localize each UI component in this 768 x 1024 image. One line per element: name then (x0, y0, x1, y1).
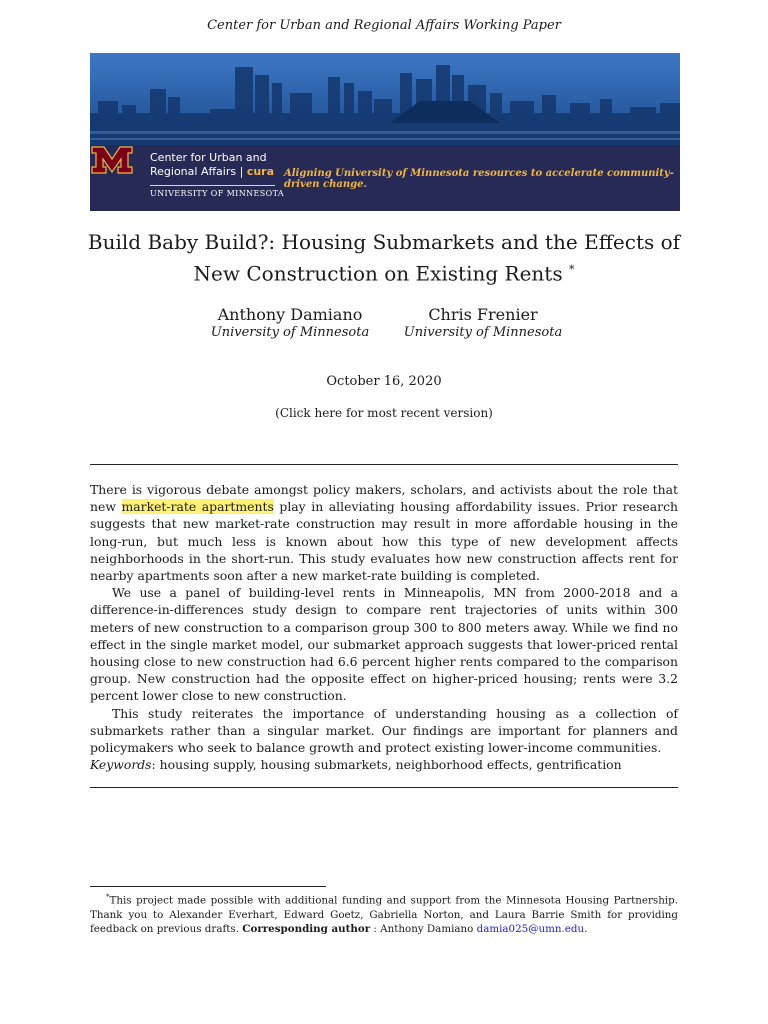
author-name: Anthony Damiano (217, 305, 363, 324)
abstract-top-rule (90, 464, 678, 465)
org-line-2: Regional Affairs | (150, 165, 244, 178)
abstract-paragraph-3: This study reiterates the importance of understanding housing as a collection of submarkets rather than a singular market. Our findings are important for planners and policymakers who seek to balance growth and protect existing lower-income communities. (90, 705, 678, 756)
keywords (90, 756, 678, 773)
city-skyline-image (90, 53, 680, 145)
corresponding-author-label: Corresponding author (242, 923, 371, 936)
cura-tagline: Aligning University of Minnesota resources to accelerate community-driven change. (284, 168, 674, 190)
author-block-2 (400, 305, 566, 340)
footnote (90, 890, 678, 937)
abstract-text: There is vigorous debate amongst policy makers, scholars, and activists about the role that new (90, 482, 678, 515)
working-paper-header: Center for Urban and Regional Affairs Working Paper (207, 18, 561, 33)
cura-banner (90, 53, 680, 211)
keywords-label: Keywords (90, 757, 152, 772)
keywords-separator: : (151, 757, 160, 772)
cura-wordmark: cura (246, 165, 275, 178)
abstract-bottom-rule (90, 787, 678, 788)
footnote-rule (90, 886, 326, 887)
footnote-end: . (584, 923, 588, 936)
abstract-paragraph-1 (90, 481, 678, 584)
university-name: UNIVERSITY OF MINNESOTA (150, 189, 285, 198)
footnote-text: This project made possible with additional funding and support from the Minnesota Housing Partnership. Thank you to Alexander Everhart, Edward Goetz, Gabriella Norton, and Laura Barrie Smith for providing feedback on previous drafts. (90, 894, 678, 936)
cura-org-name (150, 151, 274, 179)
logo-divider (150, 185, 275, 186)
title-line-2: New Construction on Existing Rents (193, 261, 563, 286)
abstract-text: play in alleviating housing affordability issues. Prior research suggests that new market-rate construction may result in more affordable housing in the long-run, but much less is known about how this type of new development affects neighborhoods in the short-run. This study evaluates how new construction affects rent for nearby apartments soon after a new market-rate building is completed. (90, 499, 678, 584)
author-name: Chris Frenier (428, 305, 538, 324)
title-footnote-marker[interactable]: * (568, 263, 575, 276)
author-block-1 (200, 305, 380, 340)
university-m-logo (90, 145, 134, 175)
abstract (90, 481, 678, 756)
highlighted-phrase: market-rate apartments (121, 499, 274, 515)
author-email-link[interactable]: damia025@umn.edu (476, 923, 585, 936)
paper-title (60, 228, 708, 288)
title-line-1: Build Baby Build?: Housing Submarkets and the Effects of (87, 230, 681, 254)
author-affiliation: University of Minnesota (403, 325, 563, 340)
corresponding-author-name: : Anthony Damiano (370, 923, 477, 936)
recent-version-link[interactable]: (Click here for most recent version) (275, 406, 493, 420)
footnote-marker: * (106, 893, 110, 901)
keywords-text: housing supply, housing submarkets, neighborhood effects, gentrification (159, 757, 622, 772)
banner-band (90, 145, 680, 211)
paper-date: October 16, 2020 (326, 374, 442, 389)
author-affiliation: University of Minnesota (210, 325, 370, 340)
abstract-paragraph-2: We use a panel of building-level rents in Minneapolis, MN from 2000-2018 and a difference-in-differences study design to compare rent trajectories of units within 300 meters of new construction to a comparison group 300 to 800 meters away. While we find no effect in the single market model, our submarket approach suggests that lower-priced rental housing close to new construction had 6.6 percent higher rents compared to the comparison group. New construction had the opposite effect on higher-priced housing; rents were 3.2 percent lower close to new construction. (90, 585, 678, 704)
org-line-1: Center for Urban and (150, 151, 267, 164)
